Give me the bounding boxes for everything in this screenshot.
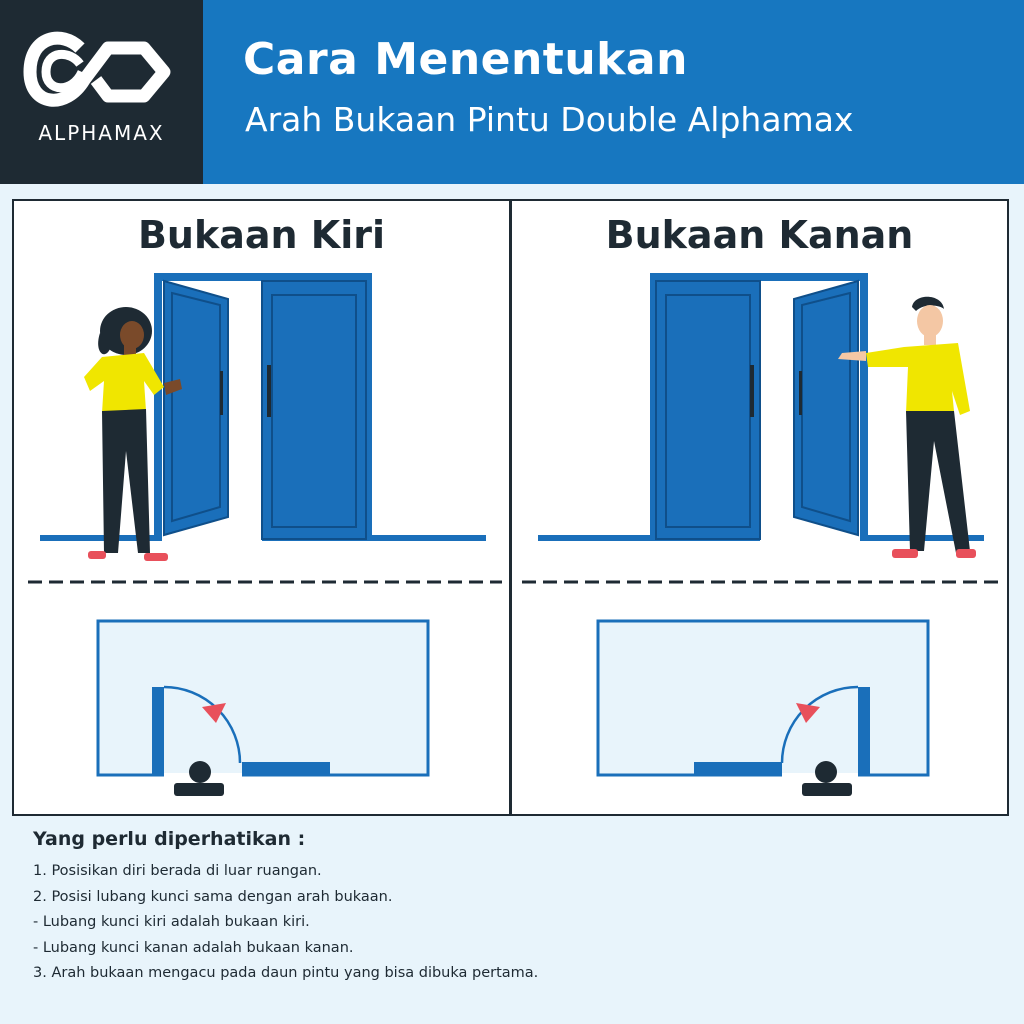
notes-title: Yang perlu diperhatikan : — [33, 828, 306, 850]
alphamax-logo-icon — [22, 28, 182, 114]
note-item: - Lubang kunci kiri adalah bukaan kiri. — [33, 914, 310, 930]
person-topview-icon — [815, 761, 837, 783]
door-handle — [750, 365, 754, 417]
open-door-leaf — [164, 281, 228, 535]
page-subtitle: Arah Bukaan Pintu Double Alphamax — [245, 100, 854, 139]
note-item: 3. Arah bukaan mengacu pada daun pintu yang bisa dibuka pertama. — [33, 965, 539, 981]
fixed-door-leaf — [262, 281, 366, 539]
panel-title-left: Bukaan Kiri — [137, 213, 386, 257]
floor-plan-room — [98, 621, 428, 775]
panel-title-right: Bukaan Kanan — [605, 213, 914, 257]
note-item: 2. Posisi lubang kunci sama dengan arah bukaan. — [33, 888, 393, 905]
floor-plan-room — [598, 621, 928, 775]
header-banner — [0, 0, 1024, 184]
brand-name: ALPHAMAX — [38, 121, 165, 145]
note-item: 1. Posisikan diri berada di luar ruangan. — [33, 863, 322, 879]
panel-right-opening — [510, 199, 1009, 816]
door-handle — [267, 365, 271, 417]
plan-open-leaf — [152, 687, 164, 775]
plan-open-leaf — [858, 687, 870, 775]
note-item: - Lubang kunci kanan adalah bukaan kanan. — [33, 939, 354, 956]
plan-fixed-leaf — [694, 762, 782, 775]
logo-box — [0, 0, 203, 184]
plan-fixed-leaf — [242, 762, 330, 775]
right-opening-illustration — [512, 201, 1007, 814]
page-title: Cara Menentukan — [243, 34, 688, 85]
notes-section — [33, 828, 993, 987]
left-opening-illustration — [14, 201, 509, 814]
open-door-leaf — [794, 281, 858, 535]
person-topview-icon — [189, 761, 211, 783]
fixed-door-leaf — [656, 281, 760, 539]
panel-left-opening — [12, 199, 511, 816]
